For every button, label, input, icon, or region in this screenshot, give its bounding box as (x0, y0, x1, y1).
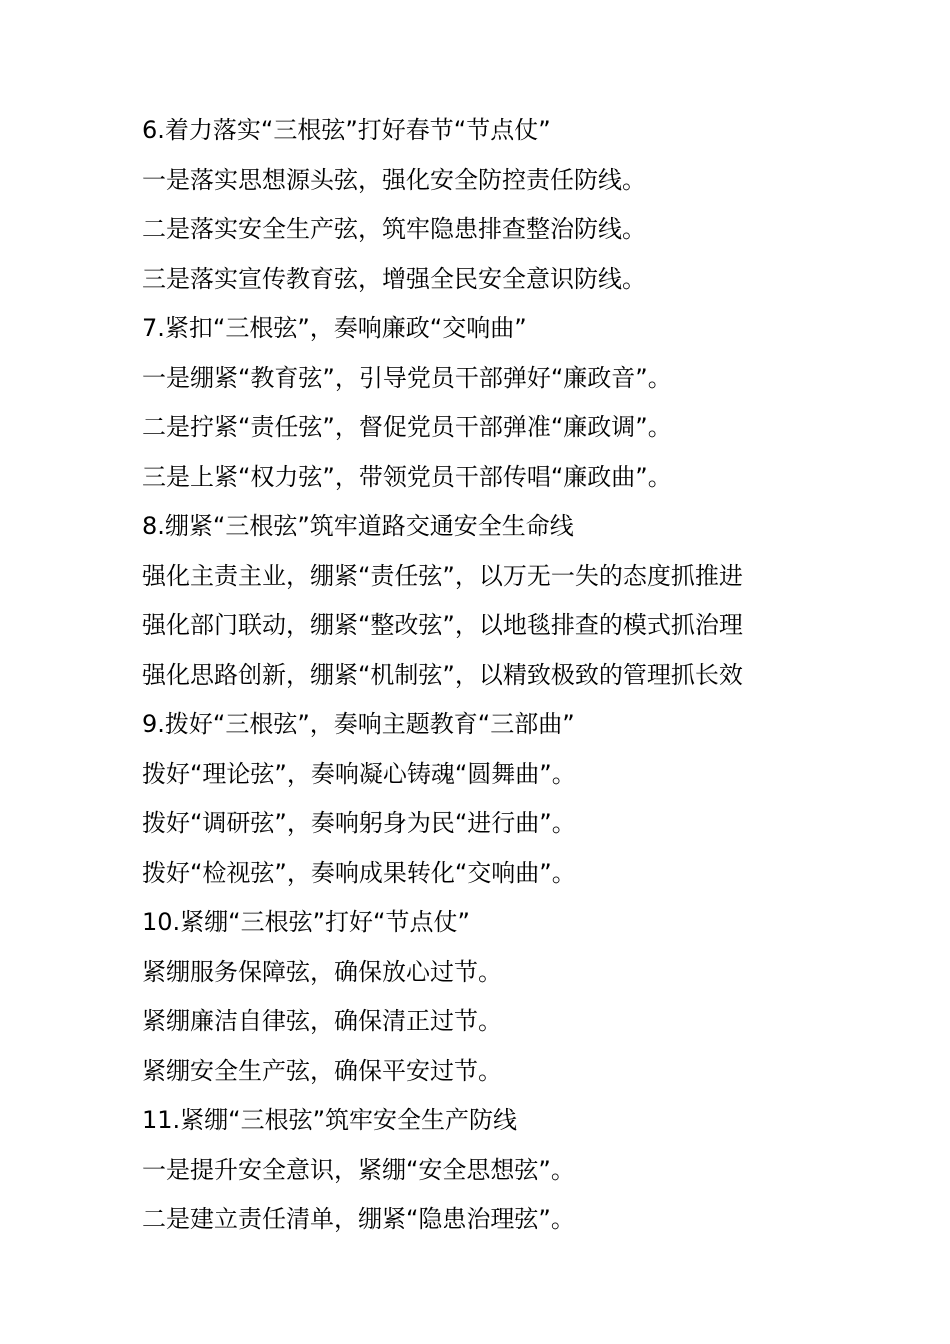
item-8-1: 强化主责主业，绷紧“责任弦”，以万无一失的态度抓推进 (142, 561, 743, 590)
item-10-1: 紧绷服务保障弦，确保放心过节。 (142, 957, 502, 986)
item-8-3: 强化思路创新，绷紧“机制弦”，以精致极致的管理抓长效 (142, 660, 743, 689)
item-7-2: 二是拧紧“责任弦”，督促党员干部弹准“廉政调”。 (142, 413, 672, 441)
item-7-3: 三是上紧“权力弦”，带领党员干部传唱“廉政曲”。 (142, 462, 672, 491)
item-6-2: 二是落实安全生产弦，筑牢隐患排查整治防线。 (142, 215, 646, 243)
heading-7: 7.紧扣“三根弦”，奏响廉政“交响曲” (142, 314, 527, 342)
heading-10: 10.紧绷“三根弦”打好“节点仗” (142, 908, 470, 936)
item-11-1: 一是提升安全意识，紧绷“安全思想弦”。 (142, 1155, 575, 1184)
item-10-2: 紧绷廉洁自律弦，确保清正过节。 (142, 1007, 502, 1035)
item-8-2: 强化部门联动，绷紧“整改弦”，以地毯排查的模式抓治理 (142, 611, 743, 639)
heading-8: 8.绷紧“三根弦”筑牢道路交通安全生命线 (142, 512, 574, 540)
heading-11: 11.紧绷“三根弦”筑牢安全生产防线 (142, 1106, 518, 1134)
item-6-1: 一是落实思想源头弦，强化安全防控责任防线。 (142, 165, 646, 194)
heading-6: 6.着力落实“三根弦”打好春节“节点仗” (142, 116, 551, 144)
document-body (142, 106, 842, 1245)
item-7-1: 一是绷紧“教育弦”，引导党员干部弹好“廉政音”。 (142, 363, 672, 392)
item-10-3: 紧绷安全生产弦，确保平安过节。 (142, 1056, 502, 1085)
item-9-2: 拨好“调研弦”，奏响躬身为民“进行曲”。 (142, 809, 576, 837)
item-9-3: 拨好“检视弦”，奏响成果转化“交响曲”。 (142, 858, 576, 887)
item-6-3: 三是落实宣传教育弦，增强全民安全意识防线。 (142, 264, 646, 293)
item-9-1: 拨好“理论弦”，奏响凝心铸魂“圆舞曲”。 (142, 759, 576, 788)
item-11-2: 二是建立责任清单，绷紧“隐患治理弦”。 (142, 1205, 575, 1233)
heading-9: 9.拨好“三根弦”，奏响主题教育“三部曲” (142, 710, 575, 738)
